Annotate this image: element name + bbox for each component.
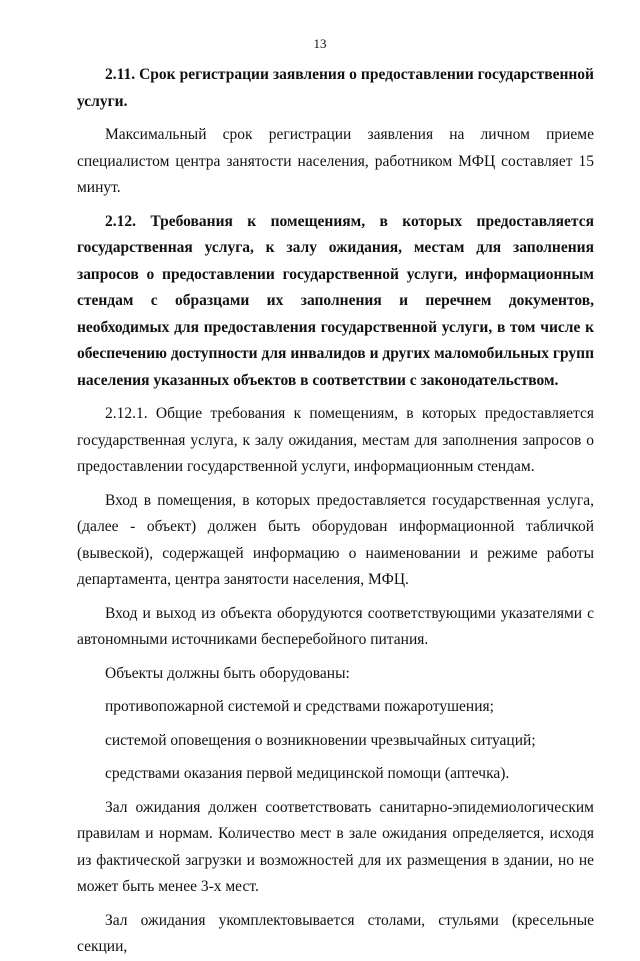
list-item-alert-system: системой оповещения о возникновении чрезвычайных ситуаций; xyxy=(105,731,536,749)
paragraph-2-12-1: 2.12.1. Общие требования к помещениям, в которых предоставляется государственная услуга, к залу ожидания, местам для заполнения запросов о предоставлении государственной услуги, информационным стендам. xyxy=(77,405,594,475)
list-item-first-aid: средствами оказания первой медицинской помощи (аптечка). xyxy=(105,765,510,782)
paragraph-waiting-hall: Зал ожидания должен соответствовать санитарно-эпидемиологическим правилам и нормам. Количество мест в зале ожидания определяется, исходя из фактической загрузки и возможностей для их размещения в здании, но не может быть менее 3-х мест. xyxy=(77,798,594,895)
paragraph-registration-time: Максимальный срок регистрации заявления на личном приеме специалистом центра занятости населения, работником МФЦ составляет 15 минут. xyxy=(77,126,594,196)
paragraph-equipment-intro: Объекты должны быть оборудованы: xyxy=(105,664,350,682)
paragraph-entrance-sign: Вход в помещения, в которых предоставляется государственная услуга, (далее - объект) должен быть оборудован информационной табличкой (вывеской), содержащей информацию о наименовании и режиме работы департамента, центра занятости населения, МФЦ. xyxy=(77,491,594,588)
paragraph-waiting-hall-furniture: Зал ожидания укомплектовывается столами, стульями (кресельные секции, xyxy=(77,911,594,955)
paragraph-entrance-exit: Вход и выход из объекта оборудуются соответствующими указателями с автономными источниками бесперебойного питания. xyxy=(77,604,594,648)
section-heading-2-12: 2.12. Требования к помещениям, в которых предоставляется государственная услуга, к залу ожидания, местам для заполнения запросов о предоставлении государственной услуги, информационным стендам с образцами их заполнения и перечнем документов, необходимых для предоставления государственной услуги, в том числе к обеспечению доступности для инвалидов и других маломобильных групп населения указанных объектов в соответствии с законодательством. xyxy=(77,212,594,389)
page-number: 13 xyxy=(313,36,327,51)
page-content xyxy=(77,62,594,961)
section-heading-2-11: 2.11. Срок регистрации заявления о предоставлении государственной услуги. xyxy=(77,66,594,110)
list-item-fire-system: противопожарной системой и средствами пожаротушения; xyxy=(105,698,494,715)
